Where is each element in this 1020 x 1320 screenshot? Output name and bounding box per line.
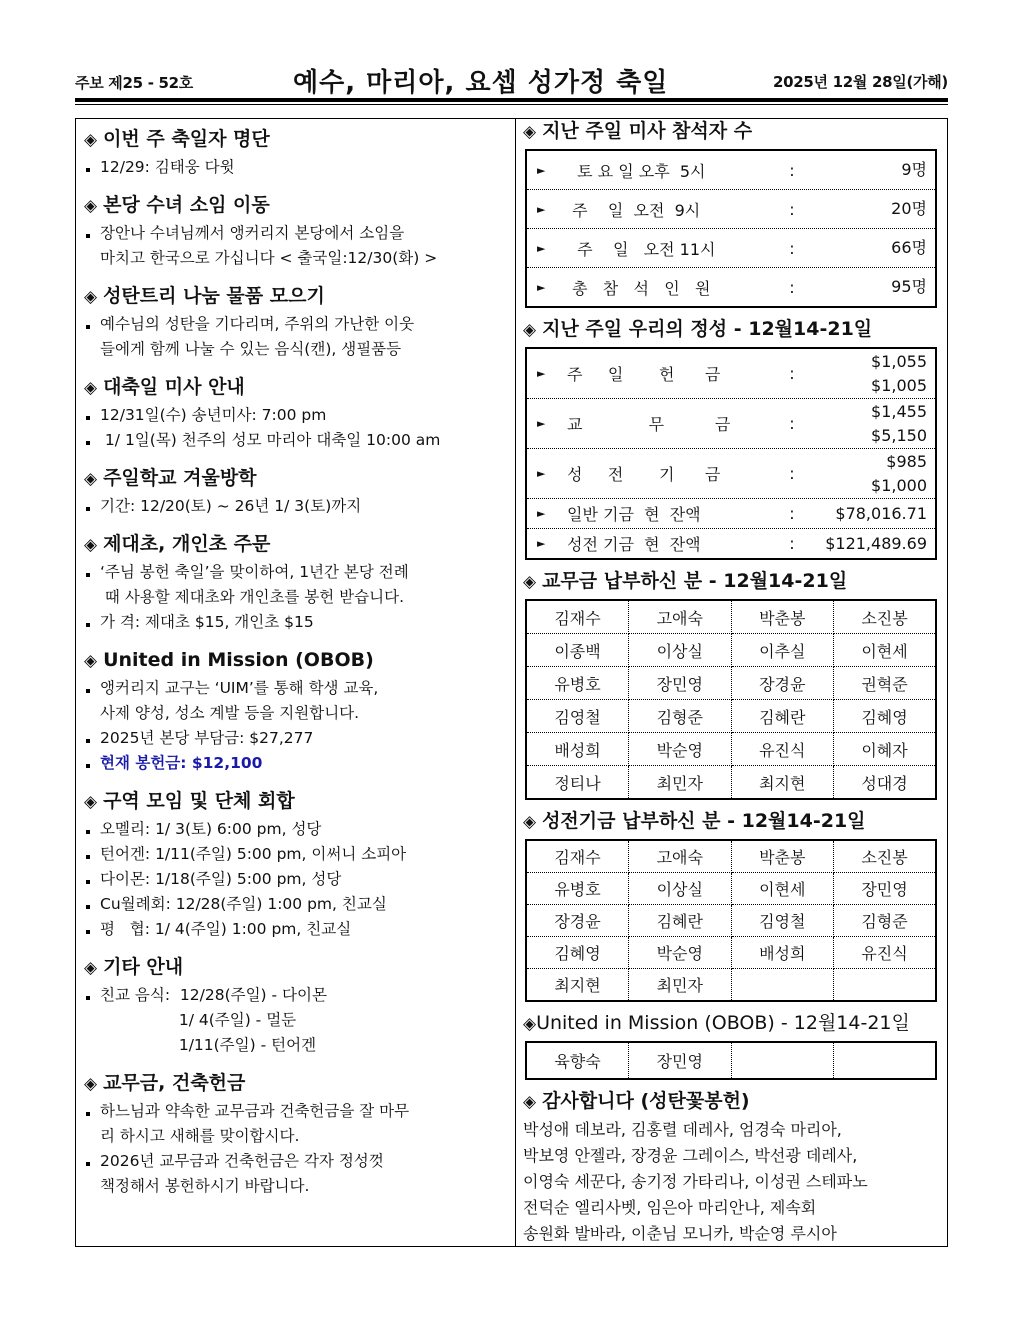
arrow-icon: ► xyxy=(537,507,546,520)
attendance-row: ► 주 일 오전 9시 : 20명 xyxy=(527,190,935,229)
name-cell xyxy=(731,1042,834,1079)
name-cell: 유진식 xyxy=(731,733,834,766)
diamond-icon: ◈ xyxy=(523,1092,537,1112)
arrow-icon: ► xyxy=(537,241,546,255)
name-cell: 최지현 xyxy=(526,969,629,1002)
section-title: ◈ 제대초, 개인초 주문 xyxy=(84,529,509,560)
name-cell: 장경윤 xyxy=(731,667,834,700)
header-rule-thick xyxy=(75,98,948,102)
section-title-uim: ◈United in Mission (OBOB) - 12월14-21일 xyxy=(523,1008,941,1039)
list-item: 1/ 1일(목) 천주의 성모 마리아 대축일 10:00 am xyxy=(84,428,509,453)
arrow-icon: ► xyxy=(537,537,546,550)
list-item: 현재 봉헌금: $12,100 xyxy=(84,751,509,776)
list-item: 친교 음식: 12/28(주일) - 다이몬 xyxy=(84,983,509,1008)
dues-names-table xyxy=(525,599,937,800)
diamond-icon: ◈ xyxy=(84,1074,98,1094)
name-cell: 김재수 xyxy=(526,600,629,634)
name-cell: 성대경 xyxy=(861,773,908,793)
name-cell: 이상실 xyxy=(629,873,732,905)
section-title: ◈ 주일학교 겨울방학 xyxy=(84,463,509,494)
section-items xyxy=(84,983,509,1058)
list-item: 리 하시고 새해를 맞이합시다. xyxy=(100,1127,300,1145)
column-divider xyxy=(515,118,516,1247)
section-title: ◈ 성탄트리 나눔 물품 모으기 xyxy=(84,281,509,312)
list-item: 턴어겐: 1/11(주일) 5:00 pm, 이써니 소피아 xyxy=(84,842,509,867)
name-cell: 소진봉 xyxy=(834,840,937,873)
name-cell: 유진식 xyxy=(834,937,937,969)
list-item: 앵커리지 교구는 ‘UIM’를 통해 학생 교육, xyxy=(84,676,509,701)
section-title: ◈ United in Mission (OBOB) xyxy=(84,645,509,676)
attendance-row: ► 총 참 석 인 원 : 95명 xyxy=(537,277,927,298)
name-cell: 권혁준 xyxy=(834,667,937,700)
table-row xyxy=(526,766,936,800)
list-item: 마치고 한국으로 가십니다 < 출국일:12/30(화) > xyxy=(100,249,438,267)
attendance-row: ► 토 요 일 오후 5시 : 9명 xyxy=(527,151,935,190)
list-item: 2025년 본당 부담금: $27,277 xyxy=(84,726,509,751)
offering-row: ► 일반 기금 현 잔액 : $78,016.71 xyxy=(527,499,935,529)
thanks-line: 박성애 데보라, 김홍렬 데레사, 엄경숙 마리아, xyxy=(523,1120,842,1139)
list-item: 가 격: 제대초 $15, 개인초 $15 xyxy=(84,610,509,635)
name-cell: 고애숙 xyxy=(629,600,732,634)
thanks-line: 이영숙 세꾼다, 송기정 가타리나, 이성권 스테파노 xyxy=(523,1172,868,1191)
diamond-icon: ◈ xyxy=(523,572,537,592)
list-item: 때 사용할 제대초와 개인초를 봉헌 받습니다. xyxy=(100,588,405,606)
list-item: 다이몬: 1/18(주일) 5:00 pm, 성당 xyxy=(84,867,509,892)
name-cell: 육향숙 xyxy=(526,1042,629,1079)
page-title: 예수, 마리아, 요셉 성가정 축일 xyxy=(293,68,669,98)
section-title: ◈ 대축일 미사 안내 xyxy=(84,372,509,403)
name-cell: 박춘봉 xyxy=(731,840,834,873)
diamond-icon: ◈ xyxy=(84,535,98,555)
name-cell xyxy=(731,969,834,1002)
diamond-icon: ◈ xyxy=(84,287,98,307)
arrow-icon: ► xyxy=(537,163,546,177)
list-item: 장안나 수녀님께서 앵커리지 본당에서 소임을 xyxy=(84,221,509,246)
name-cell xyxy=(834,969,937,1002)
name-cell xyxy=(834,1042,937,1079)
diamond-icon: ◈ xyxy=(523,812,537,832)
attendance-row: ► 주 일 오전 11시 : 66명 xyxy=(527,229,935,268)
right-column xyxy=(523,116,941,1247)
attendance-box xyxy=(525,149,937,308)
table-row xyxy=(526,873,936,905)
name-cell: 배성희 xyxy=(731,937,834,969)
thanks-line: 전덕순 엘리사벳, 임은아 마리안나, 제속회 xyxy=(523,1198,817,1217)
table-row xyxy=(526,937,936,969)
arrow-icon: ► xyxy=(537,202,546,216)
name-cell: 이현세 xyxy=(834,634,937,667)
section-items xyxy=(84,403,509,453)
section-items xyxy=(84,560,509,635)
section-title-dues: ◈ 교무금 납부하신 분 - 12월14-21일 xyxy=(523,566,941,597)
header-rule-thin xyxy=(75,104,948,105)
name-cell: 김영철 xyxy=(731,905,834,937)
table-row xyxy=(526,634,936,667)
name-cell: 김재수 xyxy=(526,840,629,873)
name-cell: 박순영 xyxy=(629,733,732,766)
list-item: 예수님의 성탄을 기다리며, 주위의 가난한 이웃 xyxy=(84,312,509,337)
thanks-line: 송원화 발바라, 이춘님 모니카, 박순영 루시아 xyxy=(523,1224,837,1243)
name-cell: 이종백 xyxy=(526,634,629,667)
diamond-icon: ◈ xyxy=(84,130,98,150)
name-cell: 소진봉 xyxy=(834,600,937,634)
name-cell: 유병호 xyxy=(526,667,629,700)
left-column xyxy=(84,124,509,1209)
table-row xyxy=(526,733,936,766)
name-cell: 최민자 xyxy=(629,969,732,1002)
name-cell: 김혜란 xyxy=(629,905,732,937)
list-item: 평 협: 1/ 4(주일) 1:00 pm, 친교실 xyxy=(84,917,509,942)
name-cell: 이상실 xyxy=(629,634,732,667)
name-cell: 장민영 xyxy=(629,1042,732,1079)
offering-row: ► 교 무 금 : $1,455 $5,150 xyxy=(527,399,935,449)
section-items xyxy=(84,494,509,519)
table-row xyxy=(526,969,936,1002)
section-items xyxy=(84,817,509,942)
section-title: ◈ 교무금, 건축헌금 xyxy=(84,1068,509,1099)
bulletin-header xyxy=(75,62,948,102)
name-cell: 이혜자 xyxy=(834,733,937,766)
offering-box xyxy=(525,347,937,560)
name-cell: 유병호 xyxy=(526,873,629,905)
table-row xyxy=(526,600,936,634)
name-cell: 김혜영 xyxy=(526,937,629,969)
name-cell: 배성희 xyxy=(526,733,629,766)
name-cell: 이현세 xyxy=(731,873,834,905)
section-title-building-fund: ◈ 성전기금 납부하신 분 - 12월14-21일 xyxy=(523,806,941,837)
uim-names-table xyxy=(525,1041,937,1080)
arrow-icon: ► xyxy=(537,367,546,380)
diamond-icon: ◈ xyxy=(523,1014,537,1034)
list-item: 1/11(주일) - 턴어겐 xyxy=(100,1036,317,1054)
building-fund-names-table xyxy=(525,839,937,1002)
name-cell: 고애숙 xyxy=(629,840,732,873)
name-cell: 김영철 xyxy=(526,700,629,733)
section-title-attendance: ◈ 지난 주일 미사 참석자 수 xyxy=(523,116,941,147)
diamond-icon: ◈ xyxy=(523,320,537,340)
list-item: 책정해서 봉헌하시기 바랍니다. xyxy=(100,1177,310,1195)
name-cell: 김형준 xyxy=(834,905,937,937)
list-item: 기간: 12/20(토) ~ 26년 1/ 3(토)까지 xyxy=(84,494,509,519)
name-cell: 김혜란 xyxy=(731,700,834,733)
table-row xyxy=(526,700,936,733)
list-item: 12/29: 김태웅 다윗 xyxy=(84,155,509,180)
diamond-icon: ◈ xyxy=(84,651,98,671)
section-title-thanks: ◈ 감사합니다 (성탄꽃봉헌) xyxy=(523,1086,941,1117)
list-item: 하느님과 약속한 교무금과 건축헌금을 잘 마무 xyxy=(84,1099,509,1124)
arrow-icon: ► xyxy=(537,467,546,480)
table-row xyxy=(526,840,936,873)
section-title-offering: ◈ 지난 주일 우리의 정성 - 12월14-21일 xyxy=(523,314,941,345)
name-cell: 최지현 xyxy=(731,766,834,800)
list-item: 들에게 함께 나눌 수 있는 음식(캔), 생필품등 xyxy=(100,340,402,358)
list-item: Cu월례회: 12/28(주일) 1:00 pm, 친교실 xyxy=(84,892,509,917)
diamond-icon: ◈ xyxy=(84,958,98,978)
name-cell: 박순영 xyxy=(629,937,732,969)
arrow-icon: ► xyxy=(537,280,546,294)
list-item: 오멜리: 1/ 3(토) 6:00 pm, 성당 xyxy=(84,817,509,842)
table-row xyxy=(526,1042,936,1079)
list-item: 사제 양성, 성소 계발 등을 지원합니다. xyxy=(100,704,360,722)
section-title: ◈ 구역 모임 및 단체 회합 xyxy=(84,786,509,817)
name-cell: 장민영 xyxy=(629,667,732,700)
diamond-icon: ◈ xyxy=(84,196,98,216)
offering-row: ► 주 일 헌 금 : $1,055 $1,005 xyxy=(527,349,935,399)
thanks-line: 박보영 안젤라, 장경윤 그레이스, 박선광 데레사, xyxy=(523,1146,858,1165)
list-item: 12/31일(수) 송년미사: 7:00 pm xyxy=(84,403,509,428)
thanks-list xyxy=(523,1117,941,1247)
bulletin-date: 2025년 12월 28일(가해) xyxy=(772,73,948,91)
table-row xyxy=(526,905,936,937)
name-cell: 최민자 xyxy=(629,766,732,800)
list-item: 2026년 교무금과 건축헌금은 각자 정성껏 xyxy=(84,1149,509,1174)
arrow-icon: ► xyxy=(537,417,546,430)
table-row xyxy=(526,667,936,700)
name-cell: 정티나 xyxy=(526,766,629,800)
section-title: ◈ 본당 수녀 소임 이동 xyxy=(84,190,509,221)
name-cell: 이추실 xyxy=(731,634,834,667)
section-title: ◈ 기타 안내 xyxy=(84,952,509,983)
offering-row: ► 성 전 기 금 : $985 $1,000 xyxy=(527,449,935,499)
name-cell: 박춘봉 xyxy=(731,600,834,634)
issue-number: 주보 제25 - 52호 xyxy=(75,74,194,92)
diamond-icon: ◈ xyxy=(84,469,98,489)
section-items xyxy=(84,221,509,271)
diamond-icon: ◈ xyxy=(84,378,98,398)
list-item: ‘주님 봉헌 축일’을 맞이하여, 1년간 본당 전례 xyxy=(84,560,509,585)
name-cell: 김혜영 xyxy=(834,700,937,733)
section-items xyxy=(84,155,509,180)
diamond-icon: ◈ xyxy=(84,792,98,812)
section-items xyxy=(84,1099,509,1199)
section-title: ◈ 이번 주 축일자 명단 xyxy=(84,124,509,155)
offering-row: ► 성전 기금 현 잔액 : $121,489.69 xyxy=(537,533,927,554)
name-cell: 장경윤 xyxy=(526,905,629,937)
section-items xyxy=(84,312,509,362)
name-cell: 장민영 xyxy=(834,873,937,905)
list-item: 1/ 4(주일) - 멀둔 xyxy=(100,1011,297,1029)
name-cell: 김형준 xyxy=(629,700,732,733)
diamond-icon: ◈ xyxy=(523,122,537,142)
section-items xyxy=(84,676,509,776)
